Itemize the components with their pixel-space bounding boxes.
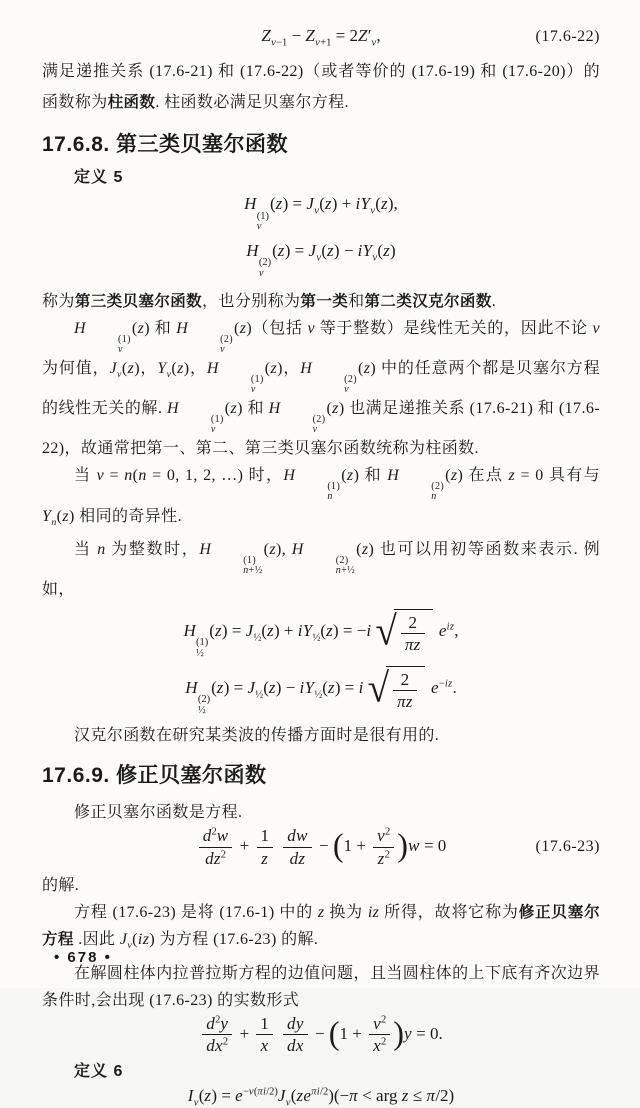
definition-5-eq2-row — [42, 241, 600, 280]
equation-17-6-22: $Z_{\nu-1} - Z_{\nu+1} = 2Z'_\nu$, — [261, 26, 381, 49]
equation-real-form-row — [42, 1014, 600, 1056]
paragraph-modified-name: 方程 (17.6-23) 是将 (17.6-1) 中的 z 换为 iz 所得，故将它称为修正贝塞尔方程 .因此 $J_\nu(iz)$ 为方程 (17.6-23) 的解. — [42, 904, 600, 952]
definition-6-label: 定义 6 — [74, 1062, 124, 1080]
paragraph-laplace-boundary: 在解圆柱体内拉普拉斯方程的边值问题，且当圆柱体的上下底有齐次边界条件时,会出现 (17.6-23) 的实数形式 — [42, 964, 600, 1009]
equation-h-half-1-row — [42, 609, 600, 660]
equation-17-6-23-row — [42, 826, 600, 868]
paragraph-recurrence: 满足递推关系 (17.6-21) 和 (17.6-22)（或者等价的 (17.6-19) 和 (17.6-20)）的函数称为柱函数. 柱函数必满足贝塞尔方程. — [42, 63, 600, 112]
definition-5-eq1-row — [42, 194, 600, 233]
equation-real-form: $\frac{d^2y}{dx^2}$ + $\frac{1}{x}$ $\frac{dy}{dx}$ − (1 + $\frac{\nu^2}{x^2}$ )y = 0. — [199, 1014, 442, 1056]
hankel-eq-1: H (1) ν $(z) = J_\nu(z) + iY_\nu(z)$, — [244, 194, 398, 233]
equation-17-6-22-row — [42, 26, 600, 48]
paragraph-third-kind-name: 称为第三类贝塞尔函数，也分别称为第一类和第二类汉克尔函数. — [42, 292, 497, 310]
equation-h-half-1: H (1) ½ $(z) = J_{\frac{1}{2}}(z) + iY_{\frac{1}{2}}(z) = -i$ √ $\frac{2}{\pi z}$ $e^{iz}$, — [183, 609, 459, 659]
definition-5-label: 定义 5 — [74, 169, 124, 187]
section-heading-17-6-8: 17.6.8. 第三类贝塞尔函数 — [42, 133, 289, 157]
hankel-eq-2: H (2) ν $(z) = J_\nu(z) - iY_\nu(z)$ — [246, 241, 396, 280]
definition-6-eq-row — [42, 1086, 600, 1108]
section-heading-17-6-9: 17.6.9. 修正贝塞尔函数 — [42, 764, 267, 788]
modified-bessel-I-eq: $I_\nu(z) = e^{-\nu(\pi i/2)}J_\nu(ze^{\pi i/2})(-\pi$ < arg z ≤ π/2) — [187, 1085, 455, 1108]
paragraph-singularity: 当 ν = n(n = 0, 1, 2, …) 时，H (1) n (z) 和 H (2) n (z) 在点 z = 0 具有与 $Y_n(z)$ 相同的奇异性. — [42, 467, 600, 528]
equation-h-half-2-row — [42, 666, 600, 717]
equation-tag-17-6-23: (17.6-23) — [535, 838, 600, 856]
paragraph-elementary-functions: 当 n 为整数时，H (1) n+½ (z), H (2) n+½ (z) 也可以用初等函数来表示. 例如， — [42, 540, 600, 598]
paragraph-modified-intro: 修正贝塞尔函数是方程. — [74, 804, 243, 822]
page-number: • 678 • — [54, 949, 112, 966]
equation-17-6-23: $\frac{d^2w}{dz^2}$ + $\frac{1}{z}$ $\frac{dw}{dz}$ − (1 + $\frac{\nu^2}{z^2}$ )w = 0 — [196, 826, 447, 868]
equation-h-half-2: H (2) ½ $(z) = J_{\frac{1}{2}}(z) - iY_{\frac{1}{2}}(z) = i$ √ $\frac{2}{\pi z}$ $e^{-iz}$. — [185, 666, 457, 716]
equation-tag-17-6-22: (17.6-22) — [535, 28, 600, 46]
paragraph-solution: 的解. — [42, 877, 80, 895]
paragraph-linear-independence: H (1) ν (z) 和 H (2) ν (z)（包括 ν 等于整数）是线性无关的，因此不论 ν 为何值，$J_\nu(z)$，$Y_\nu(z)$，H (1) ν (z)，H (2) ν (z) 中的任意两个都是贝塞尔方程的线性无关的解. H (1) ν (z) 和 H (2) ν (z) 也满足递推关系 (17.6-21) 和 (17.6-22)，故通常把第一、第二、第三类贝塞尔函数统称为柱函数. — [42, 319, 600, 458]
paragraph-hankel-useful: 汉克尔函数在研究某类波的传播方面时是很有用的. — [74, 727, 440, 745]
